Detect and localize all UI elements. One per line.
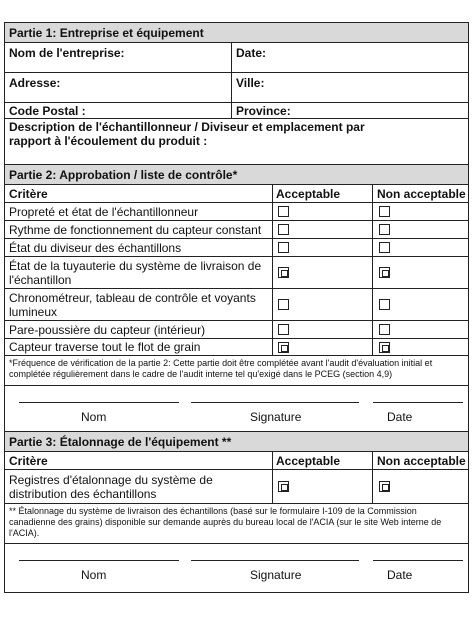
column-divider [272,321,273,338]
part2-column-headers [5,185,468,203]
postal-code-label: Code Postal : [9,104,86,118]
date-signature-line[interactable] [373,402,463,403]
criteria-row [5,470,468,504]
acceptable-checkbox[interactable] [278,481,289,492]
criteria-label: Capteur traverse tout le flot de grain [9,340,201,354]
criteria-label: Rythme de fonctionnement du capteur constant [9,223,262,237]
signature-caption: Signature [250,410,302,424]
criteria-label: Propreté et état de l'échantillonneur [9,205,199,219]
not-acceptable-checkbox[interactable] [379,481,390,492]
column-divider [272,203,273,220]
not-acceptable-checkbox[interactable] [379,299,390,310]
postal-code-field[interactable] [5,103,231,118]
criteria-label: État du diviseur des échantillons [9,241,182,255]
address-field[interactable] [5,73,231,102]
criteria-row [5,339,468,356]
criteria-row [5,221,468,239]
province-label: Province: [236,104,291,118]
not-acceptable-checkbox[interactable] [379,267,390,278]
column-divider [372,339,373,355]
part2-footnote-row [5,356,468,386]
not-acceptable-column-header: Non acceptable [377,454,466,468]
city-label: Ville: [236,76,265,90]
part3-signature-row [5,544,468,592]
column-divider [272,470,273,503]
name-caption: Nom [81,568,107,582]
not-acceptable-column-header: Non acceptable [377,187,466,201]
column-divider [372,452,373,469]
column-divider [372,203,373,220]
column-divider [272,239,273,256]
description-label: Description de l'échantillonneur / Diviseur et emplacement par rapport à l'écoulement du produit : [9,120,365,148]
date-caption: Date [387,410,413,424]
acceptable-column-header: Acceptable [276,187,341,201]
criteria-row [5,257,468,289]
date-caption: Date [387,568,413,582]
part3-column-headers [5,452,468,470]
date-label: Date: [236,46,267,60]
not-acceptable-checkbox[interactable] [379,342,390,353]
part1-title: Partie 1: Entreprise et équipement [9,26,204,40]
name-signature-line[interactable] [19,560,179,561]
not-acceptable-checkbox[interactable] [379,224,390,235]
not-acceptable-checkbox[interactable] [379,324,390,335]
column-divider [272,185,273,202]
criteria-label: État de la tuyauterie du système de livraison de l'échantillon [9,259,262,287]
acceptable-checkbox[interactable] [278,267,289,278]
column-divider [272,289,273,320]
part2-signature-row [5,386,468,432]
not-acceptable-checkbox[interactable] [379,242,390,253]
criteria-column-header: Critère [9,187,48,201]
acceptable-checkbox[interactable] [278,324,289,335]
column-divider [372,239,373,256]
criteria-label: Registres d'étalonnage du système de distribution des échantillons [9,473,213,501]
province-field[interactable] [232,103,468,118]
acceptable-column-header: Acceptable [276,454,341,468]
date-signature-line[interactable] [373,560,463,561]
company-name-field[interactable] [5,43,231,72]
acceptable-checkbox[interactable] [278,299,289,310]
criteria-label: Pare-poussière du capteur (intérieur) [9,323,206,337]
description-row[interactable] [5,119,468,165]
acceptable-checkbox[interactable] [278,224,289,235]
part2-footnote: *Fréquence de vérification de la partie 2: Cette partie doit être complétée avant l'audit d'évaluation initial et complétée régulièrement dans le cadre de l'audit interne tel qu'exigé dans le PCEG (section 4,9) [9,358,433,379]
part3-header [5,432,468,452]
column-divider [272,452,273,469]
postal-province-row [5,103,468,119]
column-divider [372,221,373,238]
column-divider [372,257,373,288]
name-caption: Nom [81,410,107,424]
criteria-row [5,239,468,257]
column-divider [372,470,373,503]
column-divider [372,185,373,202]
criteria-label: Chronométreur, tableau de contrôle et voyants lumineux [9,291,256,319]
signature-line[interactable] [191,402,359,403]
acceptable-checkbox[interactable] [278,342,289,353]
name-signature-line[interactable] [19,402,179,403]
date-field[interactable] [232,43,468,72]
criteria-row [5,203,468,221]
city-field[interactable] [232,73,468,102]
column-divider [372,321,373,338]
address-city-row [5,73,468,103]
part3-title: Partie 3: Étalonnage de l'équipement ** [9,435,232,449]
column-divider [372,289,373,320]
acceptable-checkbox[interactable] [278,206,289,217]
column-divider [272,221,273,238]
part2-title: Partie 2: Approbation / liste de contrôle* [9,168,238,182]
part3-footnote-row [5,504,468,544]
criteria-row [5,321,468,339]
sampler-inspection-form [4,22,469,593]
part2-header [5,165,468,185]
address-label: Adresse: [9,76,61,90]
criteria-column-header: Critère [9,454,48,468]
column-divider [272,339,273,355]
not-acceptable-checkbox[interactable] [379,206,390,217]
signature-caption: Signature [250,568,302,582]
part3-footnote: ** Étalonnage du système de livraison des échantillons (basé sur le formulaire I-109 de la Commission canadienne des grains) disponible sur demande auprès du bureau local de l'ACIA (sur le site Web interne de l'ACIA). [9,506,442,538]
company-date-row [5,43,468,73]
acceptable-checkbox[interactable] [278,242,289,253]
column-divider [272,257,273,288]
criteria-row [5,289,468,321]
company-name-label: Nom de l'entreprise: [9,46,125,60]
signature-line[interactable] [191,560,359,561]
part1-header [5,23,468,43]
